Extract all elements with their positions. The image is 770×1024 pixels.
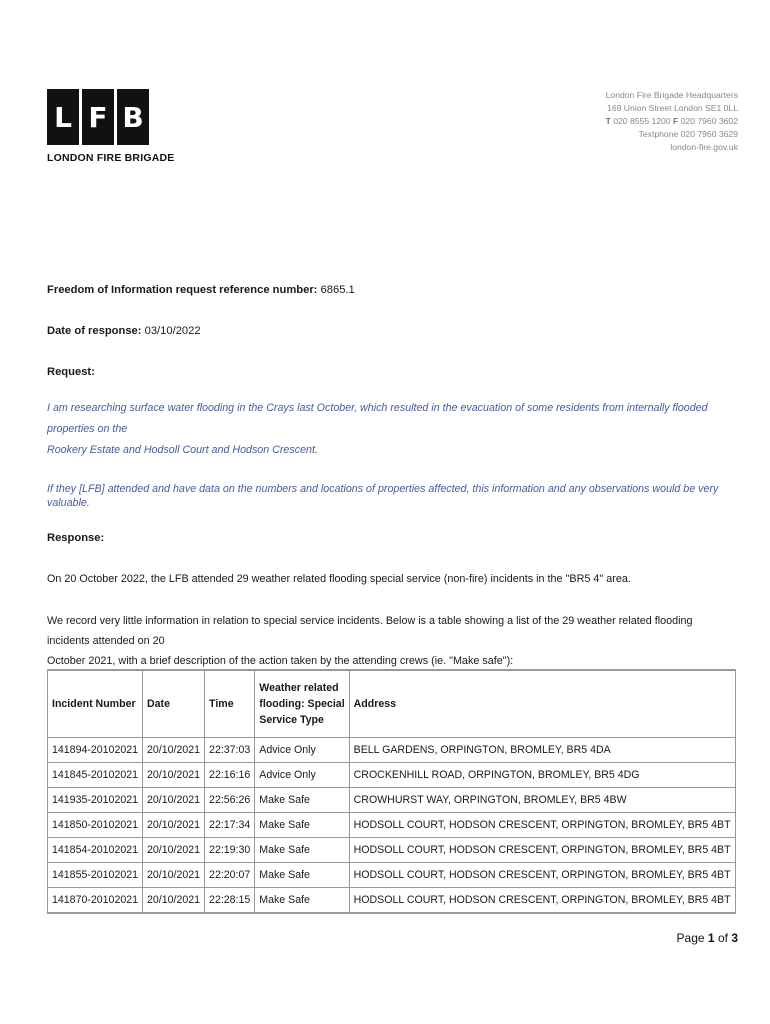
logo-letter-b: B bbox=[117, 89, 149, 145]
cell-time: 22:28:15 bbox=[205, 888, 255, 914]
header-address: Address bbox=[349, 670, 735, 738]
header-date: Date bbox=[143, 670, 205, 738]
logo-subtitle: LONDON FIRE BRIGADE bbox=[47, 152, 175, 164]
cell-incident-number: 141935-20102021 bbox=[48, 788, 143, 813]
cell-time: 22:37:03 bbox=[205, 738, 255, 763]
cell-incident-number: 141894-20102021 bbox=[48, 738, 143, 763]
cell-address: CROCKENHILL ROAD, ORPINGTON, BROMLEY, BR5 4DG bbox=[349, 763, 735, 788]
hq-street: 169 Union Street London SE1 0LL bbox=[607, 103, 738, 113]
header-service-type: Weather related flooding: Special Service Type bbox=[255, 670, 349, 738]
header-time: Time bbox=[205, 670, 255, 738]
table-row bbox=[48, 813, 736, 838]
cell-date: 20/10/2021 bbox=[143, 888, 205, 914]
table-row bbox=[48, 788, 736, 813]
cell-time: 22:16:16 bbox=[205, 763, 255, 788]
document-body bbox=[47, 283, 727, 671]
hq-address-block bbox=[606, 89, 738, 154]
response-paragraph-2: We record very little information in relation to special service incidents. Below is a table showing a list of the 29 weather related flooding incidents attended on 20 October 2021, with a brief description of the action taken by the attending crews (ie. "Make safe"): bbox=[47, 615, 693, 667]
cell-service-type: Make Safe bbox=[255, 888, 349, 914]
logo-letter-l: L bbox=[47, 89, 79, 145]
cell-incident-number: 141854-20102021 bbox=[48, 838, 143, 863]
table-row bbox=[48, 763, 736, 788]
cell-service-type: Make Safe bbox=[255, 838, 349, 863]
cell-incident-number: 141855-20102021 bbox=[48, 863, 143, 888]
cell-date: 20/10/2021 bbox=[143, 788, 205, 813]
cell-service-type: Advice Only bbox=[255, 738, 349, 763]
table-row bbox=[48, 838, 736, 863]
response-heading: Response: bbox=[47, 532, 105, 544]
cell-address: HODSOLL COURT, HODSON CRESCENT, ORPINGTON, BROMLEY, BR5 4BT bbox=[349, 813, 735, 838]
incidents-table bbox=[47, 669, 736, 914]
cell-incident-number: 141845-20102021 bbox=[48, 763, 143, 788]
table-row bbox=[48, 738, 736, 763]
page-number: Page 1 of 3 bbox=[676, 931, 738, 945]
cell-time: 22:17:34 bbox=[205, 813, 255, 838]
table-header-row bbox=[48, 670, 736, 738]
cell-date: 20/10/2021 bbox=[143, 838, 205, 863]
header-incident-number: Incident Number bbox=[48, 670, 143, 738]
cell-address: HODSOLL COURT, HODSON CRESCENT, ORPINGTON, BROMLEY, BR5 4BT bbox=[349, 888, 735, 914]
cell-service-type: Make Safe bbox=[255, 788, 349, 813]
cell-time: 22:19:30 bbox=[205, 838, 255, 863]
cell-date: 20/10/2021 bbox=[143, 813, 205, 838]
cell-service-type: Advice Only bbox=[255, 763, 349, 788]
cell-time: 22:20:07 bbox=[205, 863, 255, 888]
hq-name: London Fire Brigade Headquarters bbox=[605, 90, 738, 100]
cell-date: 20/10/2021 bbox=[143, 763, 205, 788]
lfb-logo bbox=[47, 89, 174, 164]
cell-service-type: Make Safe bbox=[255, 813, 349, 838]
hq-website[interactable]: london-fire.gov.uk bbox=[670, 142, 738, 152]
cell-incident-number: 141870-20102021 bbox=[48, 888, 143, 914]
cell-time: 22:56:26 bbox=[205, 788, 255, 813]
cell-incident-number: 141850-20102021 bbox=[48, 813, 143, 838]
cell-address: BELL GARDENS, ORPINGTON, BROMLEY, BR5 4DA bbox=[349, 738, 735, 763]
response-date: Date of response: 03/10/2022 bbox=[47, 325, 201, 337]
table-row bbox=[48, 888, 736, 914]
cell-address: HODSOLL COURT, HODSON CRESCENT, ORPINGTON, BROMLEY, BR5 4BT bbox=[349, 838, 735, 863]
cell-date: 20/10/2021 bbox=[143, 863, 205, 888]
logo-letters bbox=[47, 89, 174, 145]
table-row bbox=[48, 863, 736, 888]
cell-service-type: Make Safe bbox=[255, 863, 349, 888]
response-paragraph-1: On 20 October 2022, the LFB attended 29 weather related flooding special service (non-fire) incidents in the "BR5 4" area. bbox=[47, 573, 631, 585]
hq-textphone: Textphone 020 7960 3629 bbox=[638, 129, 738, 139]
request-paragraph-2: If they [LFB] attended and have data on the numbers and locations of properties affected, this information and any observations would be very valuable. bbox=[47, 483, 719, 509]
hq-phone-fax: T 020 8555 1200 F 020 7960 3602 bbox=[605, 116, 738, 126]
request-heading: Request: bbox=[47, 366, 95, 378]
cell-address: HODSOLL COURT, HODSON CRESCENT, ORPINGTON, BROMLEY, BR5 4BT bbox=[349, 863, 735, 888]
cell-address: CROWHURST WAY, ORPINGTON, BROMLEY, BR5 4BW bbox=[349, 788, 735, 813]
cell-date: 20/10/2021 bbox=[143, 738, 205, 763]
logo-letter-f: F bbox=[82, 89, 114, 145]
request-paragraph-1: I am researching surface water flooding in the Crays last October, which resulted in the evacuation of some residents from internally flooded properties on the Rookery Estate and Hodsoll Court and Hodson Crescent. bbox=[47, 402, 708, 456]
foi-reference: Freedom of Information request reference number: 6865.1 bbox=[47, 284, 355, 296]
